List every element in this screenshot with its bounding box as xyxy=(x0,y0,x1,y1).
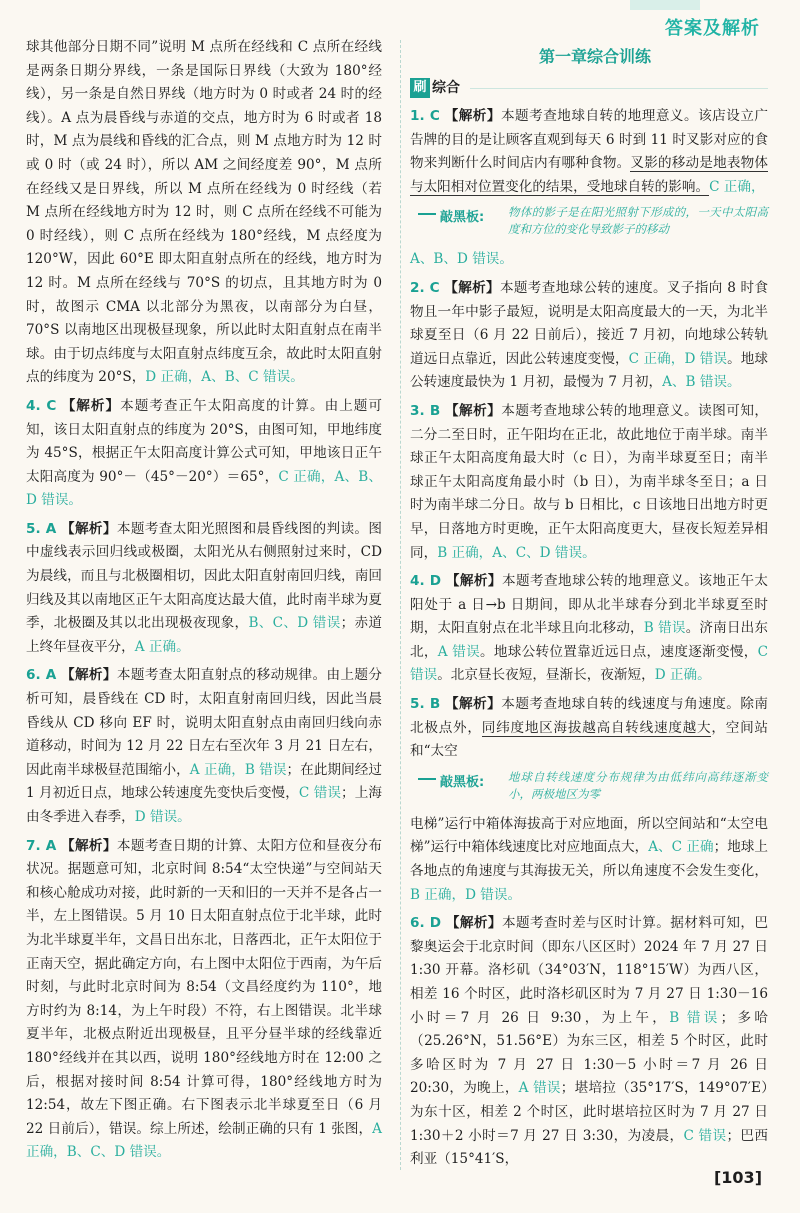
tip-text: 物体的影子是在阳光照射下形成的，一天中太阳高度和方位的变化导致影子的移动 xyxy=(508,205,768,237)
analysis-tag: 【解析】 xyxy=(60,520,117,537)
tip-text: 地球自转线速度分布规律为由低纬向高纬逐渐变小，两极地区为零 xyxy=(508,769,768,801)
answer-highlight: B 正确，A、C、D 错误。 xyxy=(437,544,596,561)
answer-highlight: D 正确，A、B、C 错误。 xyxy=(145,369,304,386)
answer-item-5 xyxy=(26,518,382,660)
answer-item-r3 xyxy=(410,400,768,565)
item-number: 7. A xyxy=(26,837,57,854)
answer-item-r5 xyxy=(410,693,768,764)
answer-highlight: C 正确， xyxy=(709,178,765,195)
item-text: 。北京昼长夜短，昼渐长，夜渐短， xyxy=(437,667,655,684)
analysis-tag: 【解析】 xyxy=(60,667,117,684)
item-text: ；巴西利亚（15°41′S， xyxy=(410,1127,768,1168)
answer-highlight: C 错误 xyxy=(683,1127,727,1144)
item-text: 本题考查地球公转的地理意义。该地正午太阳处于 a 日→b 日期间，即从北半球春分到北半球夏至时期，太阳直射点在北半球且向北移动， xyxy=(410,573,769,637)
answer-item-6 xyxy=(26,664,382,829)
answer-highlight: B、C、D 错误 xyxy=(248,615,341,632)
section-rule xyxy=(470,88,768,89)
analysis-tag: 【解析】 xyxy=(444,108,501,124)
item-text: 电梯”运行中箱体海拔高于对应地面，所以空间站和“太空电梯”运行中箱体线速度比对应地面点大， xyxy=(410,815,768,856)
analysis-tag: 【解析】 xyxy=(444,402,502,419)
answer-highlight: B 错误 xyxy=(669,1009,721,1026)
analysis-tag: 【解析】 xyxy=(444,279,500,296)
header-decoration xyxy=(630,0,700,10)
tip-note xyxy=(440,769,768,805)
page-number-value: 103 xyxy=(721,1168,755,1187)
answer-highlight: A 正确。 xyxy=(134,638,190,655)
answer-highlight: A 错误 xyxy=(518,1080,561,1097)
analysis-tag: 【解析】 xyxy=(445,573,502,590)
answer-highlight: A、B、D 错误。 xyxy=(410,251,513,268)
item-text: ；多哈（25.26°N，51.56°E）为东三区，相差 5 个时区，此时多哈区时为 7 月 27 日 1:30－5 小时＝7 月 26 日 20:30，为晚上， xyxy=(410,1009,769,1097)
answer-highlight: C 正确，A、B、D 错误。 xyxy=(26,468,382,509)
answer-item-r4 xyxy=(410,570,768,688)
tip-badge: 敲黑板: xyxy=(440,206,484,230)
analysis-tag: 【解析】 xyxy=(61,397,121,414)
answer-highlight: A 正确，B 错误 xyxy=(189,761,287,778)
analysis-tag: 【解析】 xyxy=(60,837,117,854)
tip-note xyxy=(440,204,768,240)
answer-item-4 xyxy=(26,395,382,513)
analysis-tag: 【解析】 xyxy=(444,696,502,713)
item-text: 本题考查时差与区时计算。据材料可知，巴黎奥运会于北京时间（即东八区区时）2024 年 7 月 27 日 1:30 开幕。洛杉矶（34°03′N，118°15′W）为西八区，相差 16 个时区，此时洛杉矶区时为 7 月 27 日 1:30－16 小时＝7 月 26 日 9:30，为上午， xyxy=(410,915,769,1026)
page-number: [103] xyxy=(713,1168,762,1187)
item-number: 5. B xyxy=(410,696,441,713)
item-text: ，空间站和“太空 xyxy=(410,719,769,760)
item-text: 本题考查地球公转的地理意义。读图可知，二分二至日时，正午阳均在正北，故此地位于南半球。南半球正午太阳高度角最大时（c 日），为南半球夏至日；南半球正午太阳高度角最小时（b 日），为南半球冬至日；a 日时为南半球二分日。故与 b 日相比，c 日该地日出地方时更早，日落地方时更晚，正午太阳高度更大，昼夜长短差异相同， xyxy=(410,402,769,561)
answer-highlight: B 错误 xyxy=(643,620,686,637)
underlined-text: 叉影的移动是地表物体与太阳相对位置变化的结果，受地球自转的影响。 xyxy=(410,155,769,195)
item-text: 本题考查正午太阳高度的计算。由上题可知，该日太阳直射点的纬度为 20°S，由图可知，甲地纬度为 45°S，根据正午太阳高度计算公式可知，甲地该日正午太阳高度为 90°－（45°－20°）＝65°， xyxy=(26,397,382,485)
item-number: 6. A xyxy=(26,667,57,684)
answer-item-r1-cont xyxy=(410,248,768,272)
item-number: 5. A xyxy=(26,520,57,537)
header-title: 答案及解析 xyxy=(665,18,760,39)
tip-badge: 敲黑板: xyxy=(440,771,484,795)
item-text: 本题考查太阳直射点的移动规律。由上题分析可知，晨昏线在 CD 时，太阳直射南回归线，因此当晨昏线从 CD 移向 EF 时，说明太阳直射点由南回归线向赤道移动，时间为 12 月 22 日左右至次年 3 月 21 日左右，因此南半球极昼范围缩小， xyxy=(26,667,382,778)
answer-item-r1 xyxy=(410,105,768,199)
answer-highlight: A、B 错误。 xyxy=(662,374,741,391)
item-text: 本题考查地球自转的地理意义。该店设立广告牌的目的是让顾客直观到每天 6 时到 11 时叉影对应的食物来判断什么时间店内有哪种食物。 xyxy=(410,108,769,172)
answer-highlight: A 错误 xyxy=(437,643,480,660)
answer-highlight: A、C 正确 xyxy=(648,839,714,856)
answer-highlight: A 正确，B、C、D 错误。 xyxy=(26,1120,382,1161)
section-header xyxy=(410,76,768,100)
answer-item-r6 xyxy=(410,912,768,1172)
item-number: 4. D xyxy=(410,573,442,590)
answer-item-7 xyxy=(26,835,382,1165)
section-badge: 刷 xyxy=(410,78,430,98)
item-text: ；上海由冬季进入春季， xyxy=(26,785,382,825)
item-text: 。地球公转速度最快为 1 月初，最慢为 7 月初， xyxy=(410,350,769,391)
item-number: 1. C xyxy=(410,108,440,124)
item-text: 。地球公转位置靠近远日点，速度逐渐变慢， xyxy=(479,643,758,660)
item-text: 本题考查地球自转的线速度与角速度。除南北极点外， xyxy=(410,696,769,736)
underlined-text: 同纬度地区海拔越高自转线速度越大 xyxy=(481,719,712,736)
right-column xyxy=(410,105,768,1177)
section-label: 综合 xyxy=(432,80,460,96)
item-text: ；在此期间经过 1 月初近日点，地球公转速度先变快后变慢， xyxy=(26,761,382,802)
chapter-title: 第一章综合训练 xyxy=(538,47,651,66)
answer-item-r5-cont xyxy=(410,813,768,907)
paragraph-text: 球其他部分日期不同”说明 M 点所在经线和 C 点所在经线是两条日期分界线，一条是国际日界线（大致为 180°经线），另一条是自然日界线（地方时为 0 时或者 24 时的经线）。A 点为晨昏线与赤道的交点，地方时为 6 时或者 18 时，M 点为晨线和昏线的汇合点，则 M 点地方时为 12 时或 0 时（或 24 时），所以 AM 之间经度差 90°，M 点所在经线又是日界线，所以 M 点所在经线为 0 时经线（若 M 点所在经线地方时为 12 时，则 C 点所在经线不可能为 0 时经线），则 C 点所在经线为 180°经线，M 点经度为 120°W，因此 60°E 即太阳直射点所在的经线，地方时为 12 时。M 点所在经线与 70°S 的切点，且其地方时为 0 时，故图示 CMA 以北部分为黑夜，以南部分为白昼，70°S 以南地区出现极昼现象，所以此时太阳直射点在南半球。由于切点纬度与太阳直射点纬度互余，故此时太阳直射点的纬度为 20°S， xyxy=(26,39,382,386)
item-number: 3. B xyxy=(410,402,441,419)
analysis-tag: 【解析】 xyxy=(445,915,502,932)
item-number: 6. D xyxy=(410,915,442,932)
column-divider xyxy=(400,40,401,1170)
item-text: 。济南日出东北， xyxy=(410,620,769,660)
page-header xyxy=(620,14,760,42)
answer-highlight: B 正确，D 错误。 xyxy=(410,886,522,903)
item-text: 本题考查太阳光照图和晨昏线图的判读。图中虚线表示回归线或极圈，太阳光从右侧照射过来时，CD 为晨线，而且与北极圈相切，因此太阳直射南回归线，南回归线及其以南地区正午太阳高度达最大值，此时南半球为夏季，北极圈及其以北出现极夜现象， xyxy=(26,520,382,632)
continued-paragraph xyxy=(26,36,382,390)
answer-highlight: C 错误 xyxy=(410,643,769,684)
answer-highlight: D 正确。 xyxy=(654,667,711,684)
item-text: ；堪培拉（35°17′S，149°07′E）为东十区，相差 2 个时区，此时堪培拉区时为 7 月 27 日 1:30＋2 小时＝7 月 27 日 3:30，为凌晨， xyxy=(410,1080,768,1144)
answer-item-r2 xyxy=(410,277,768,395)
item-text: 本题考查日期的计算、太阳方位和昼夜分布状况。据题意可知，北京时间 8:54“太空快递”与空间站天和核心舱成功对接，此时新的一天和旧的一天并不是各占一半，左上图错误。5 月 10 日太阳直射点位于北半球，此时为北半球夏半年，文昌日出东北，日落西北，正午太阳位于正南天空，据此确定方向，右上图中太阳位于西南，为午后时刻，与此时北京时间为 8:54（文昌经度约为 110°，地方时约为 8:14，为上午时段）不符，右上图错误。北半球夏半年，北极点附近出现极昼，且平分昼半球的经线靠近 180°经线并在其以西，说明 180°经线地方时在 12:00 之后，根据对接时间 8:54 计算可得，180°经线地方时为 12:54，故左下图正确。右下图表示北半球夏至日（6 月 22 日前后），错误。综上所述，绘制正确的只有 1 张图， xyxy=(26,837,382,1137)
answer-highlight: C 正确，D 错误 xyxy=(628,350,728,367)
item-text: ；地球上各地点的角速度与其海拔无关，所以角速度不会发生变化， xyxy=(410,839,768,880)
item-number: 4. C xyxy=(26,397,57,414)
answer-highlight: D 错误。 xyxy=(134,809,191,825)
answer-highlight: C 错误 xyxy=(298,785,342,802)
left-column xyxy=(26,36,382,1170)
item-text: ；赤道上终年昼夜平分， xyxy=(26,615,383,655)
item-text: 本题考查地球公转的速度。叉子指向 8 时食物且一年中影子最短，说明是太阳高度最大的一天，为北半球夏至日（6 月 22 日前后），接近 7 月初，向地球公转轨道远日点靠近，因此公转速度变慢， xyxy=(410,279,768,367)
item-number: 2. C xyxy=(410,279,440,296)
